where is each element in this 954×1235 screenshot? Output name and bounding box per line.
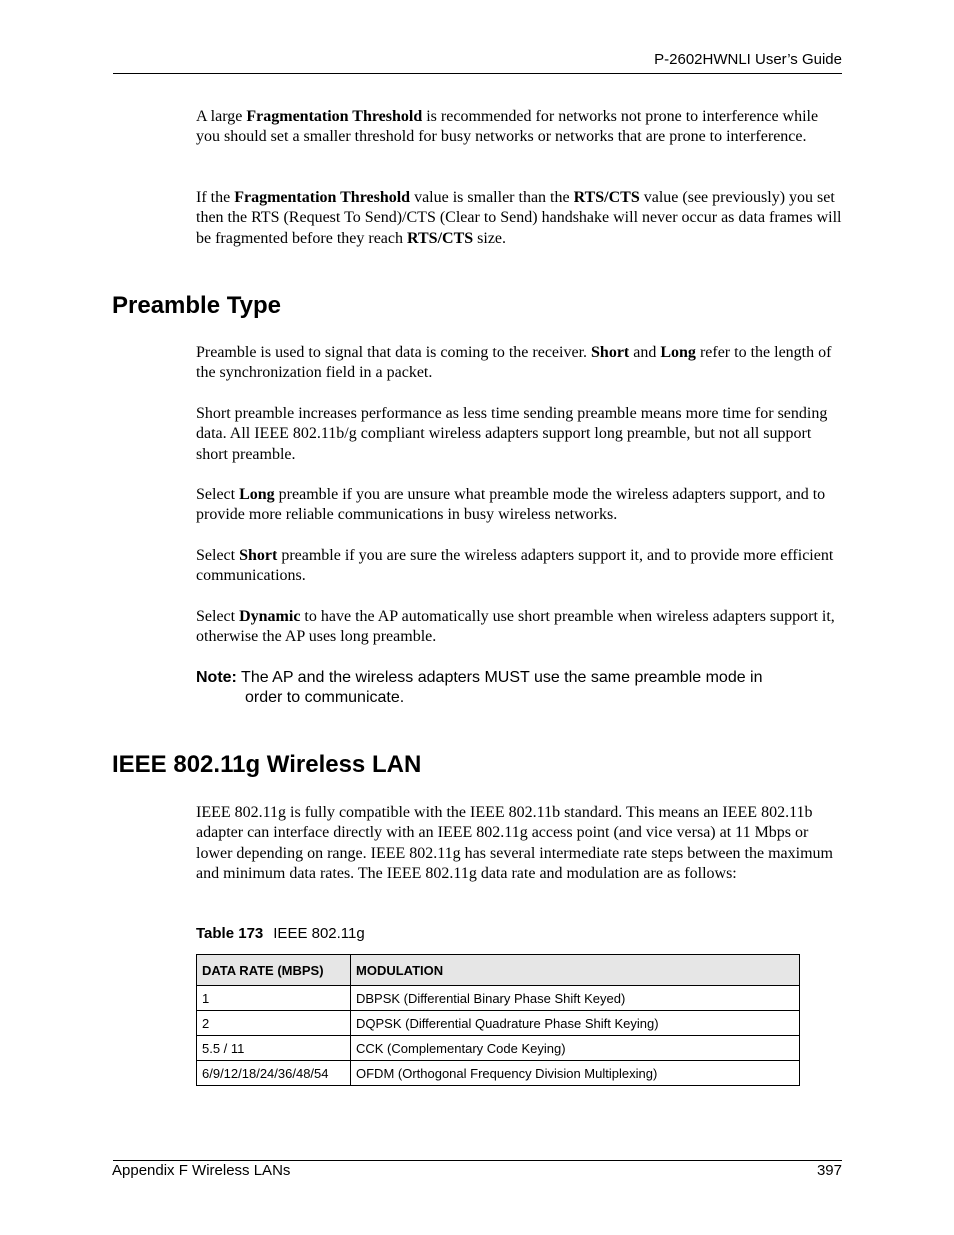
preamble-paragraph-1 <box>196 343 842 384</box>
text: Select <box>196 486 240 503</box>
table-row <box>197 1036 800 1061</box>
preamble-paragraph-2 <box>196 404 842 465</box>
preamble-paragraph-4 <box>196 546 842 587</box>
table-row <box>197 986 800 1011</box>
running-header: P-2602HWNLI User’s Guide <box>654 51 842 68</box>
cell-data-rate: 5.5 / 11 <box>197 1036 351 1061</box>
cell-modulation: OFDM (Orthogonal Frequency Division Multiplexing) <box>351 1061 800 1086</box>
text: refer to the length of the synchronization field in a packet. <box>196 344 832 382</box>
text: preamble if you are unsure what preamble mode the wireless adapters support, and to provide more reliable communications in busy wireless networks. <box>196 486 826 524</box>
note-block <box>196 668 842 709</box>
header-rule <box>113 73 842 74</box>
text: Select <box>196 547 240 564</box>
cell-modulation: DQPSK (Differential Quadrature Phase Shift Keying) <box>351 1011 800 1036</box>
data-rate-table <box>196 954 800 1086</box>
section-heading-ieee: IEEE 802.11g Wireless LAN <box>112 751 422 778</box>
page-number: 397 <box>816 1162 842 1179</box>
bold-term: Dynamic <box>239 608 301 625</box>
text: and <box>629 344 661 361</box>
text: value is smaller than the <box>410 189 574 206</box>
bold-term: Fragmentation Threshold <box>234 189 411 206</box>
text: If the <box>196 189 235 206</box>
text: A large <box>196 108 247 125</box>
section-heading-preamble: Preamble Type <box>112 292 281 319</box>
fragmentation-paragraph-2 <box>196 188 842 249</box>
table-header-row <box>197 955 800 986</box>
note-text-line-1: The AP and the wireless adapters MUST use the same preamble mode in <box>236 669 763 686</box>
bold-term: Fragmentation Threshold <box>246 108 423 125</box>
table-row <box>197 1061 800 1086</box>
preamble-paragraph-3 <box>196 485 842 526</box>
text: Short preamble increases performance as less time sending preamble means more time for sending data. All IEEE 802.11b/g compliant wireless adapters support long preamble, but not all support short preamble. <box>196 405 828 463</box>
cell-data-rate: 2 <box>197 1011 351 1036</box>
text: IEEE 802.11g is fully compatible with the IEEE 802.11b standard. This means an IEEE 802.11b adapter can interface directly with an IEEE 802.11g access point (and vice versa) at 11 Mbps or lower depending on range. IEEE 802.11g has several intermediate rate steps between the maximum and minimum data rates. The IEEE 802.11g data rate and modulation are as follows: <box>196 804 833 883</box>
cell-data-rate: 1 <box>197 986 351 1011</box>
text: is recommended for networks not prone to interference while you should set a smaller threshold for busy networks or networks that are prone to interference. <box>196 108 819 146</box>
table-caption <box>196 925 365 942</box>
text: value (see previously) you set then the RTS (Request To Send)/CTS (Clear to Send) handshake will never occur as data frames will be fragmented before they reach <box>196 189 842 247</box>
text: Preamble is used to signal that data is coming to the receiver. <box>196 344 592 361</box>
ieee-paragraph-1 <box>196 803 842 885</box>
table-title: IEEE 802.11g <box>273 925 365 942</box>
bold-term: Long <box>660 344 696 361</box>
cell-modulation: CCK (Complementary Code Keying) <box>351 1036 800 1061</box>
text: Select <box>196 608 240 625</box>
fragmentation-paragraph-1 <box>196 107 842 148</box>
bold-term: RTS/CTS <box>407 229 474 247</box>
table-row <box>197 1011 800 1036</box>
text: preamble if you are sure the wireless adapters support it, and to provide more efficient communications. <box>196 547 834 585</box>
note-label: Note: <box>196 669 237 686</box>
column-header-data-rate: DATA RATE (MBPS) <box>197 955 351 986</box>
text: to have the AP automatically use short preamble when wireless adapters support it, otherwise the AP uses long preamble. <box>196 608 835 646</box>
note-text-line-2: order to communicate. <box>245 689 405 707</box>
footer-section-title: Appendix F Wireless LANs <box>112 1162 291 1179</box>
cell-data-rate: 6/9/12/18/24/36/48/54 <box>197 1061 351 1086</box>
bold-term: Long <box>239 486 275 503</box>
bold-term: Short <box>591 344 630 361</box>
bold-term: RTS/CTS <box>573 189 640 206</box>
text: size. <box>473 229 507 247</box>
preamble-paragraph-5 <box>196 607 842 648</box>
bold-term: Short <box>239 547 278 564</box>
column-header-modulation: MODULATION <box>351 955 800 986</box>
table-number: Table 173 <box>196 925 264 942</box>
cell-modulation: DBPSK (Differential Binary Phase Shift Keyed) <box>351 986 800 1011</box>
footer-rule <box>113 1160 842 1161</box>
